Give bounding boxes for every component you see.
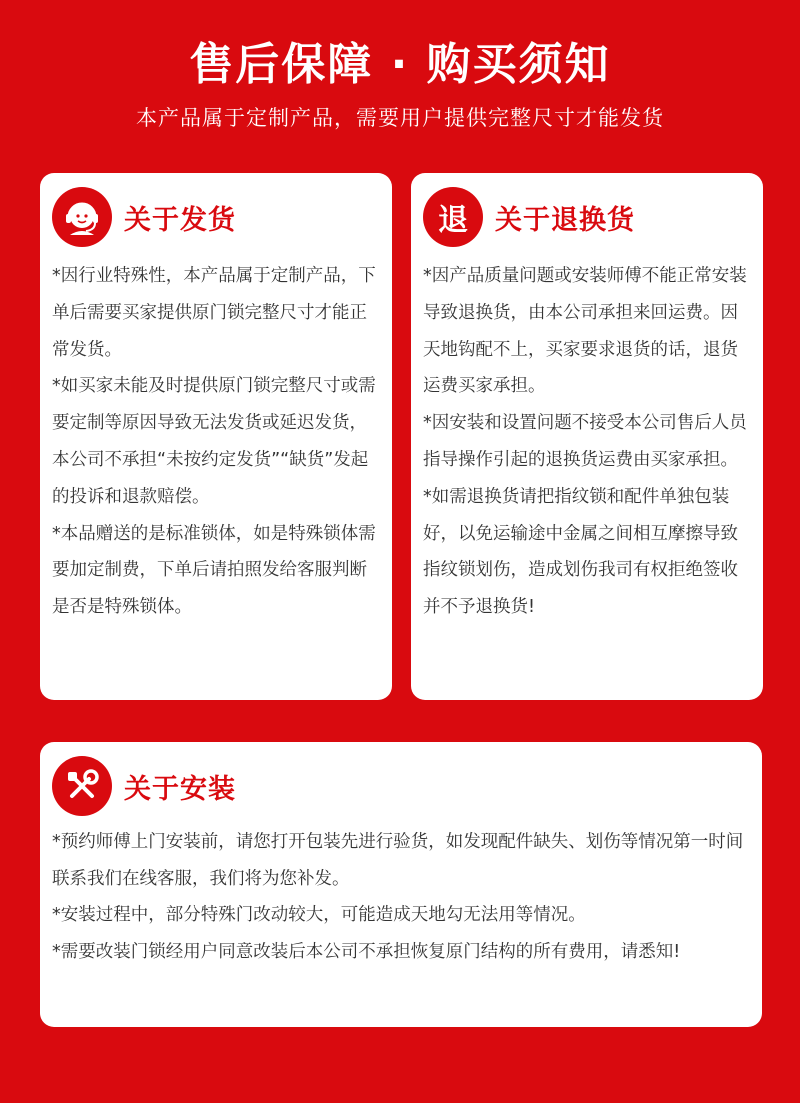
- returns-paragraph: *如需退换货请把指纹锁和配件单独包装好，以免运输途中金属之间相互摩擦导致指纹锁划伤，造成划伤我司有权拒绝签收并不予退换货!: [423, 486, 738, 618]
- shipping-card-title: 关于发货: [124, 204, 236, 236]
- install-paragraph: *安装过程中，部分特殊门改动较大，可能造成天地勾无法用等情况。: [52, 905, 586, 925]
- shipping-card-header: [52, 186, 236, 248]
- install-card-body: [52, 824, 754, 970]
- returns-paragraph: *因安装和设置问题不接受本公司售后人员指导操作引起的退换货运费由买家承担。: [423, 413, 747, 470]
- returns-card-title: 关于退换货: [495, 204, 635, 236]
- install-card-header: [52, 755, 236, 817]
- return-icon: [423, 187, 483, 247]
- customer-service-icon: [52, 187, 112, 247]
- returns-card-header: [423, 186, 635, 248]
- install-card: [40, 742, 762, 1027]
- returns-paragraph: *因产品质量问题或安装师傅不能正常安装导致退换货，由本公司承担来回运费。因天地钩配不上，买家要求退货的话，退货运费买家承担。: [423, 266, 747, 397]
- tools-icon: [52, 756, 112, 816]
- shipping-card: [40, 173, 392, 700]
- shipping-card-body: [52, 258, 382, 626]
- shipping-paragraph: *如买家未能及时提供原门锁完整尺寸或需要定制等原因导致无法发货或延迟发货，本公司不承担“未按约定发货”“缺货”发起的投诉和退款赔偿。: [52, 376, 376, 507]
- page-title: 售后保障 · 购买须知: [189, 39, 611, 90]
- returns-card-body: [423, 258, 753, 626]
- returns-card: [411, 173, 763, 700]
- install-card-title: 关于安装: [124, 773, 236, 805]
- shipping-paragraph: *本品赠送的是标准锁体，如是特殊锁体需要加定制费，下单后请拍照发给客服判断是否是特殊锁体。: [52, 523, 376, 618]
- install-paragraph: *需要改装门锁经用户同意改装后本公司不承担恢复原门结构的所有费用，请悉知!: [52, 941, 681, 962]
- shipping-paragraph: *因行业特殊性，本产品属于定制产品，下单后需要买家提供原门锁完整尺寸才能正常发货。: [52, 266, 376, 360]
- return-icon-label: 退: [438, 203, 468, 238]
- page-subtitle: 本产品属于定制产品，需要用户提供完整尺寸才能发货: [136, 106, 664, 130]
- install-paragraph: *预约师傅上门安装前，请您打开包装先进行验货，如发现配件缺失、划伤等情况第一时间联系我们在线客服，我们将为您补发。: [52, 832, 744, 889]
